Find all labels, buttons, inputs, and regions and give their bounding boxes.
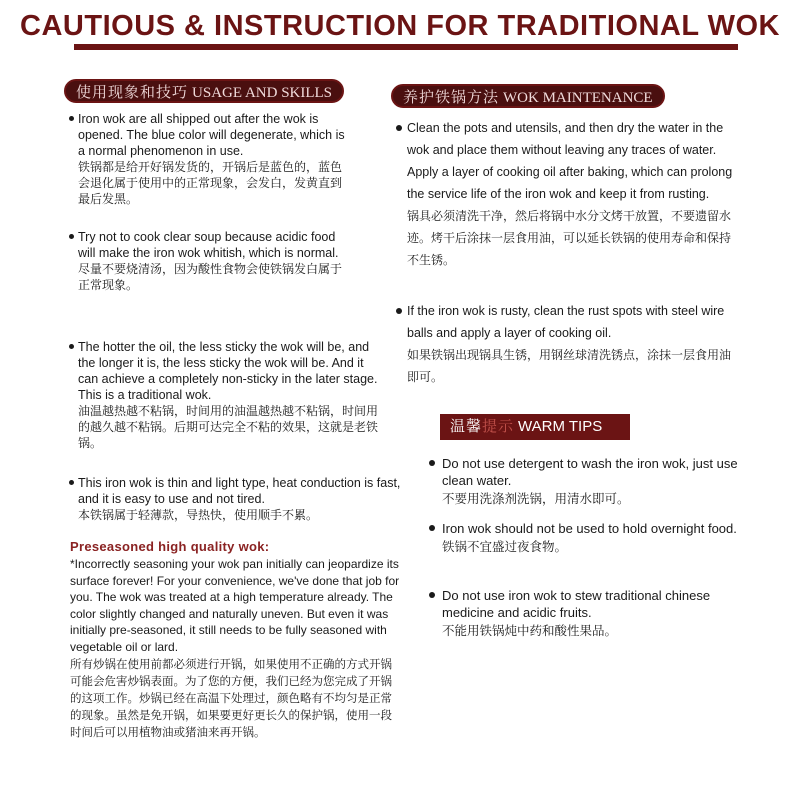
usage-item-1-en: Iron wok are all shipped out after the wok is opened. The blue color will degenerate, which is a normal phenomenon in use. (78, 112, 345, 158)
preseason-en: *Incorrectly seasoning your wok pan initially can jeopardize its surface forever! For your convenience, we've done that job for you. The wok was treated at a high temperature already. The color slightly changed and naturally uneven. But even it was initially pre-seasoned, it still needs to be fully seasoned with vegetable oil or lard. (70, 557, 400, 654)
bullet-icon (69, 116, 74, 121)
bullet-icon (69, 480, 74, 485)
preseason-title: Preseasoned high quality wok: (70, 539, 270, 554)
usage-item-2 (78, 229, 353, 293)
warm-tips-header (440, 414, 630, 440)
bullet-icon (429, 592, 435, 598)
tip-item-3-cn: 不能用铁锅炖中药和酸性果品。 (442, 623, 618, 638)
page-title: CAUTIOUS & INSTRUCTION FOR TRADITIONAL WOK (20, 10, 780, 42)
bullet-icon (396, 308, 402, 314)
tip-item-1-cn: 不要用洗涤剂洗锅，用清水即可。 (442, 491, 630, 506)
maintenance-header-cn: 养护铁锅方法 (403, 90, 500, 106)
maintenance-item-2 (407, 300, 737, 388)
maintenance-item-1-cn: 锅具必须清洗干净，然后将锅中水分文烤干放置，不要遗留水迹。烤干后涂抹一层食用油，可以延长铁锅的使用寿命和保持不生锈。 (407, 209, 732, 267)
tip-item-1 (442, 455, 742, 508)
bullet-icon (69, 234, 74, 239)
usage-header-cn: 使用现象和技巧 (76, 85, 189, 101)
usage-item-2-cn: 尽量不要烧清汤，因为酸性食物会使铁锅发白属于正常现象。 (78, 262, 343, 292)
tip-item-1-en: Do not use detergent to wash the iron wok, just use clean water. (442, 456, 738, 488)
tip-item-2 (442, 520, 742, 556)
tip-item-2-en: Iron wok should not be used to hold overnight food. (442, 521, 737, 536)
warm-tips-en: WARM TIPS (518, 418, 603, 435)
tip-item-3-en: Do not use iron wok to stew traditional chinese medicine and acidic fruits. (442, 588, 711, 620)
bullet-icon (429, 525, 435, 531)
usage-section-header (64, 79, 344, 103)
maintenance-item-2-cn: 如果铁锅出现锅具生锈，用钢丝球清洗锈点，涂抹一层食用油即可。 (407, 348, 732, 384)
usage-item-3-en: The hotter the oil, the less sticky the wok will be, and the longer it is, the less sticky the wok will be. And it can achieve a completely non-sticky in the later stage. This is a traditional wok. (78, 340, 378, 402)
bullet-icon (69, 344, 74, 349)
title-divider (74, 44, 738, 50)
usage-item-4 (78, 475, 403, 523)
usage-header-en: USAGE AND SKILLS (192, 85, 333, 101)
maintenance-header-en: WOK MAINTENANCE (503, 90, 653, 106)
usage-item-4-en: This iron wok is thin and light type, heat conduction is fast, and it is easy to use and not tired. (78, 476, 401, 506)
usage-item-3-cn: 油温越热越不粘锅，时间用的油温越热越不粘锅，时间用的越久越不粘锅。后期可达完全不粘的效果，这就是老铁锅。 (78, 404, 379, 450)
usage-item-1-cn: 铁锅都是给开好锅发货的，开锅后是蓝色的，蓝色会退化属于使用中的正常现象，会发白，发黄直到最后发黑。 (78, 160, 343, 206)
usage-item-4-cn: 本铁锅属于轻薄款，导热快，使用顺手不累。 (78, 508, 319, 522)
warm-tips-cn-b: 提示 (482, 419, 515, 435)
preseason-cn: 所有炒锅在使用前都必须进行开锅，如果使用不正确的方式开锅可能会危害炒锅表面。为了您的方便，我们已经为您完成了开锅的这项工作。炒锅已经在高温下处理过，颜色略有不均匀是正常的现象。虽然是免开锅，如果要更好更长久的保护锅，使用一段时间后可以用植物油或猪油来再开锅。 (70, 657, 392, 739)
maintenance-item-1 (407, 117, 737, 271)
warm-tips-cn-a: 温馨 (450, 419, 483, 435)
usage-item-3 (78, 339, 383, 451)
preseason-body (70, 556, 400, 741)
maintenance-item-2-en: If the iron wok is rusty, clean the rust spots with steel wire balls and apply a layer of cooking oil. (407, 304, 725, 340)
maintenance-item-1-en: Clean the pots and utensils, and then dry the water in the wok and place them without leaving any traces of water. Apply a layer of cooking oil after baking, which can prolong the service life of the iron wok and keep it from rusting. (407, 121, 733, 201)
usage-item-2-en: Try not to cook clear soup because acidic food will make the iron wok whitish, which is normal. (78, 230, 339, 260)
tip-item-3 (442, 587, 742, 640)
bullet-icon (396, 125, 402, 131)
usage-item-1 (78, 111, 353, 207)
bullet-icon (429, 460, 435, 466)
maintenance-section-header (391, 84, 665, 108)
tip-item-2-cn: 铁锅不宜盛过夜食物。 (442, 539, 568, 554)
